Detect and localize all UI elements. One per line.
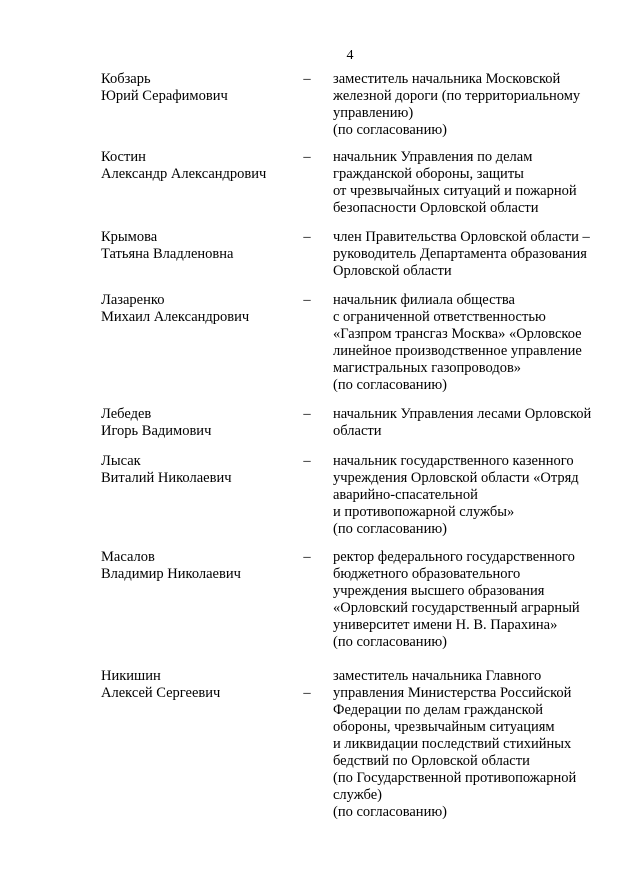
position-line: член Правительства Орловской области – (333, 229, 590, 245)
position-line: «Орловский государственный аграрный (333, 600, 580, 616)
position-line: железной дороги (по территориальному (333, 88, 581, 104)
member-position (333, 406, 633, 440)
position-line: Орловской области (333, 263, 452, 279)
position-line: с ограниченной ответственностью (333, 309, 546, 325)
separator-dash: – (303, 149, 311, 165)
separator-dash: – (303, 71, 311, 87)
position-line: руководитель Департамента образования (333, 246, 587, 262)
member-position (333, 292, 633, 394)
member-given-names: Юрий Серафимович (101, 88, 228, 104)
position-line: линейное производственное управление (333, 343, 582, 359)
position-line: бедствий по Орловской области (333, 753, 530, 769)
position-line: (по Государственной противопожарной (333, 770, 577, 786)
position-line: управления Министерства Российской (333, 685, 572, 701)
position-line: (по согласованию) (333, 521, 447, 537)
position-line: начальник филиала общества (333, 292, 515, 308)
member-given-names: Александр Александрович (101, 166, 267, 182)
position-line: обороны, чрезвычайным ситуациям (333, 719, 555, 735)
position-line: учреждения Орловской области «Отряд (333, 470, 579, 486)
member-surname: Лазаренко (101, 292, 165, 308)
member-position (333, 549, 633, 651)
position-line: начальник Управления лесами Орловской (333, 406, 592, 422)
member-name (101, 406, 291, 440)
position-line: (по согласованию) (333, 634, 447, 650)
position-line: заместитель начальника Главного (333, 668, 542, 684)
member-surname: Масалов (101, 549, 155, 565)
member-position (333, 668, 633, 821)
member-name (101, 292, 291, 326)
member-given-names: Виталий Николаевич (101, 470, 232, 486)
position-line: магистральных газопроводов» (333, 360, 522, 376)
position-line: и противопожарной службы» (333, 504, 515, 520)
position-line: заместитель начальника Московской (333, 71, 561, 87)
separator-dash: – (303, 292, 311, 308)
member-surname: Крымова (101, 229, 158, 245)
member-position (333, 71, 633, 139)
position-line: безопасности Орловской области (333, 200, 539, 216)
separator-dash: – (303, 549, 311, 565)
member-surname: Костин (101, 149, 146, 165)
position-line: Федерации по делам гражданской (333, 702, 544, 718)
position-line: (по согласованию) (333, 804, 447, 820)
member-given-names: Игорь Вадимович (101, 423, 212, 439)
position-line: бюджетного образовательного (333, 566, 521, 582)
position-line: университет имени Н. В. Парахина» (333, 617, 558, 633)
member-given-names: Алексей Сергеевич (101, 685, 221, 701)
member-surname: Лебедев (101, 406, 152, 422)
position-line: гражданской обороны, защиты (333, 166, 524, 182)
position-line: (по согласованию) (333, 122, 447, 138)
page-number: 4 (346, 48, 354, 63)
position-line: управлению) (333, 105, 414, 121)
member-given-names: Михаил Александрович (101, 309, 250, 325)
separator-dash: – (303, 229, 311, 245)
position-line: аварийно-спасательной (333, 487, 478, 503)
position-line: области (333, 423, 382, 439)
member-name (101, 549, 291, 583)
position-line: от чрезвычайных ситуаций и пожарной (333, 183, 577, 199)
separator-dash: – (303, 685, 311, 701)
position-line: (по согласованию) (333, 377, 447, 393)
member-position (333, 149, 633, 217)
member-name (101, 668, 291, 702)
member-position (333, 453, 633, 538)
separator-dash: – (303, 453, 311, 469)
position-line: учреждения высшего образования (333, 583, 545, 599)
separator-dash: – (303, 406, 311, 422)
position-line: службе) (333, 787, 383, 803)
member-given-names: Владимир Николаевич (101, 566, 241, 582)
member-name (101, 71, 291, 105)
position-line: и ликвидации последствий стихийных (333, 736, 572, 752)
position-line: «Газпром трансгаз Москва» «Орловское (333, 326, 582, 342)
member-surname: Никишин (101, 668, 161, 684)
member-surname: Кобзарь (101, 71, 151, 87)
member-name (101, 453, 291, 487)
member-surname: Лысак (101, 453, 141, 469)
member-given-names: Татьяна Владленовна (101, 246, 234, 262)
position-line: начальник Управления по делам (333, 149, 533, 165)
member-name (101, 149, 291, 183)
member-position (333, 229, 633, 280)
position-line: ректор федерального государственного (333, 549, 575, 565)
position-line: начальник государственного казенного (333, 453, 574, 469)
member-name (101, 229, 291, 263)
